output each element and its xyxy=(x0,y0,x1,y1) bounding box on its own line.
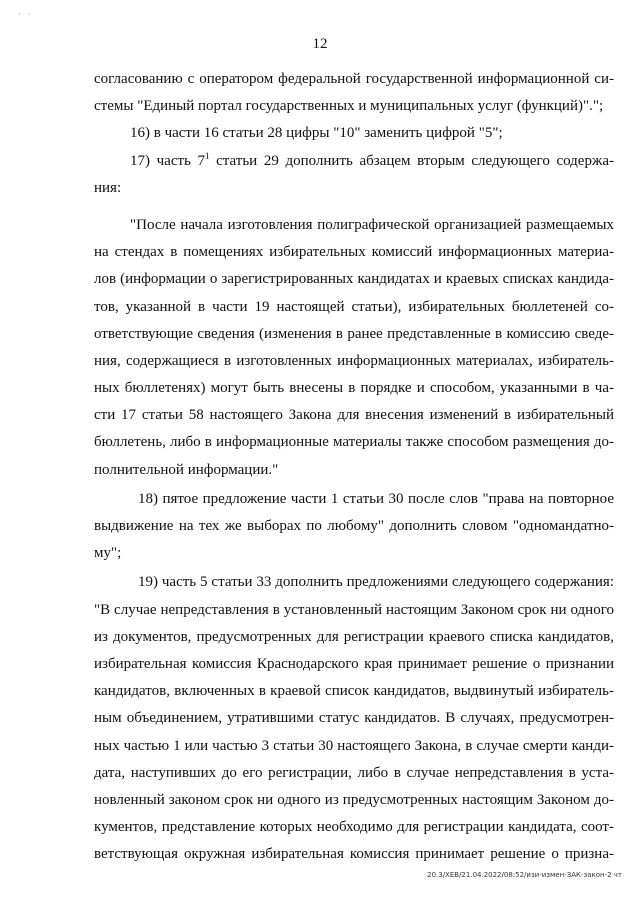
footer-reference: 20.3/ХЕВ/21.04.2022/08:52/изи-измен-ЗАК-закон-2 чт xyxy=(427,871,622,879)
text-line: ответствующие сведения (изменения в ранее представленные в комиссию сведе- xyxy=(94,325,614,342)
text-line: на стендах в помещениях избирательных комиссий информационных материа- xyxy=(94,244,614,261)
document-body xyxy=(94,66,614,868)
text-line: сти 17 статьи 58 настоящего Закона для внесения изменений в избирательный xyxy=(94,407,614,424)
text-fragment: статьи 29 дополнить абзацем вторым следующего содержа- xyxy=(209,152,614,169)
text-line: ным объединением, утратившими статус кандидатов. В случаях, предусмотрен- xyxy=(94,710,614,727)
text-line: дата, наступивших до его регистрации, либо в случае непредставления в уста- xyxy=(94,764,614,781)
text-line: новленный законом срок ни одного из предусмотренных настоящим Законом до- xyxy=(94,791,614,808)
text-line: тов, указанной в части 19 настоящей статьи), избирательных бюллетеней со- xyxy=(94,298,614,315)
text-line xyxy=(94,148,614,175)
text-fragment: 17) часть 7 xyxy=(130,152,205,169)
text-line: "В случае непредставления в установленный настоящим Законом срок ни одного xyxy=(94,601,614,618)
text-line: "После начала изготовления полиграфической организацией размещаемых xyxy=(130,216,614,233)
text-line: 16) в части 16 статьи 28 цифры "10" заменить цифрой "5"; xyxy=(130,125,503,142)
text-line: кандидатов, включенных в краевой список кандидатов, выдвинутый избиратель- xyxy=(94,683,614,700)
text-line: ния, содержащиеся в изготовленных информационных материалах, избиратель- xyxy=(94,352,614,369)
superscript: 1 xyxy=(205,150,210,161)
scan-corner-mark: · · xyxy=(18,10,33,20)
text-line: из документов, предусмотренных для регистрации краевого списка кандидатов, xyxy=(94,628,614,645)
text-line: ных частью 1 или частью 3 статьи 30 настоящего Закона, в случае смерти канди- xyxy=(94,737,614,754)
text-line: выдвижение на тех же выборах по любому" дополнить словом "одномандатно- xyxy=(94,518,614,534)
text-line: ния: xyxy=(94,179,122,196)
page-number: 12 xyxy=(312,36,328,52)
text-line: стемы "Единый портал государственных и муниципальных услуг (функций)"."; xyxy=(94,98,604,115)
spacer xyxy=(94,202,614,212)
text-line: 18) пятое предложение части 1 статьи 30 после слов "права на повторное xyxy=(138,490,614,507)
text-line: кументов, представление которых необходимо для регистрации кандидата, соот- xyxy=(94,819,614,836)
text-line: полнительной информации." xyxy=(94,461,279,478)
text-line: избирательная комиссия Краснодарского края принимает решение о признании xyxy=(94,655,614,672)
text-line: бюллетень, либо в информационные материалы также способом размещения до- xyxy=(94,434,614,451)
text-line: му"; xyxy=(94,545,122,562)
text-line: согласованию с оператором федеральной государственной информационной си- xyxy=(94,71,614,87)
text-line: 19) часть 5 статьи 33 дополнить предложениями следующего содержания: xyxy=(138,574,614,591)
text-line: ных бюллетенях) могут быть внесены в порядке и способом, указанными в ча- xyxy=(94,380,614,397)
text-line: ветствующая окружная избирательная комиссия принимает решение о призна- xyxy=(94,846,614,863)
text-line: лов (информации о зарегистрированных кандидатах и краевых списках кандида- xyxy=(94,271,614,288)
